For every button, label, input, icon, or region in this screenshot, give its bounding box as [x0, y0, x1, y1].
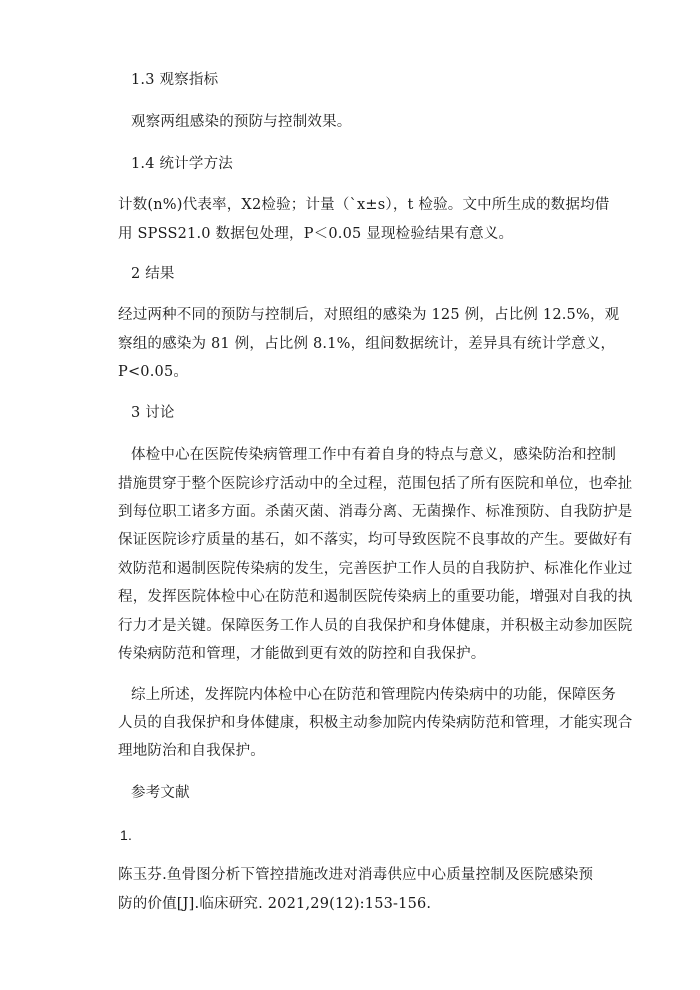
- paragraph-line: 理地防治和自我保护。: [118, 743, 265, 759]
- section-heading-1-4: 1.4 统计学方法: [131, 156, 233, 172]
- reference-line: 防的价值[J].临床研究. 2021,29(12):153-156.: [118, 896, 432, 912]
- paragraph-line: 行力才是关键。保障医务工作人员的自我保护和身体健康，并积极主动参加医院: [118, 618, 633, 634]
- paragraph-line: 措施贯穿于整个医院诊疗活动中的全过程，范围包括了所有医院和单位，也牵扯: [118, 476, 633, 492]
- section-heading-2: 2 结果: [131, 266, 175, 282]
- paragraph-line: 观察两组感染的预防与控制效果。: [131, 114, 352, 130]
- reference-line: 陈玉芬.鱼骨图分析下管控措施改进对消毒供应中心质量控制及医院感染预: [118, 867, 594, 883]
- paragraph-line: 用 SPSS21.0 数据包处理，P＜0.05 显现检验结果有意义。: [118, 226, 514, 242]
- section-heading-3: 3 讨论: [131, 405, 175, 421]
- paragraph-line: P<0.05。: [118, 364, 189, 380]
- paragraph-line: 综上所述，发挥院内体检中心在防范和管理院内传染病中的功能，保障医务: [131, 687, 617, 703]
- paragraph-line: 经过两种不同的预防与控制后，对照组的感染为 125 例，占比例 12.5%，观: [118, 307, 620, 323]
- paragraph-line: 体检中心在医院传染病管理工作中有着自身的特点与意义，感染防治和控制: [131, 447, 617, 463]
- paragraph-line: 到每位职工诸多方面。杀菌灭菌、消毒分离、无菌操作、标准预防、自我防护是: [118, 504, 633, 520]
- section-heading-1-3: 1.3 观察指标: [131, 72, 219, 88]
- paragraph-line: 保证医院诊疗质量的基石，如不落实，均可导致医院不良事故的产生。要做好有: [118, 532, 633, 548]
- paragraph-line: 传染病防范和管理，才能做到更有效的防控和自我保护。: [118, 646, 486, 662]
- paragraph-line: 效防范和遏制医院传染病的发生，完善医护工作人员的自我防护、标准化作业过: [118, 561, 633, 577]
- paragraph-line: 察组的感染为 81 例，占比例 8.1%，组间数据统计，差异具有统计学意义，: [118, 336, 616, 352]
- paragraph-line: 人员的自我保护和身体健康，积极主动参加院内传染病防范和管理，才能实现合: [118, 715, 633, 731]
- paragraph-line: 程，发挥医院体检中心在防范和遏制医院传染病上的重要功能，增强对自我的执: [118, 589, 633, 605]
- references-heading: 参考文献: [131, 785, 190, 801]
- reference-number: 1.: [120, 827, 133, 843]
- paragraph-line: 计数(n%)代表率，X2检验；计量（`x±s），t 检验。文中所生成的数据均借: [118, 197, 610, 213]
